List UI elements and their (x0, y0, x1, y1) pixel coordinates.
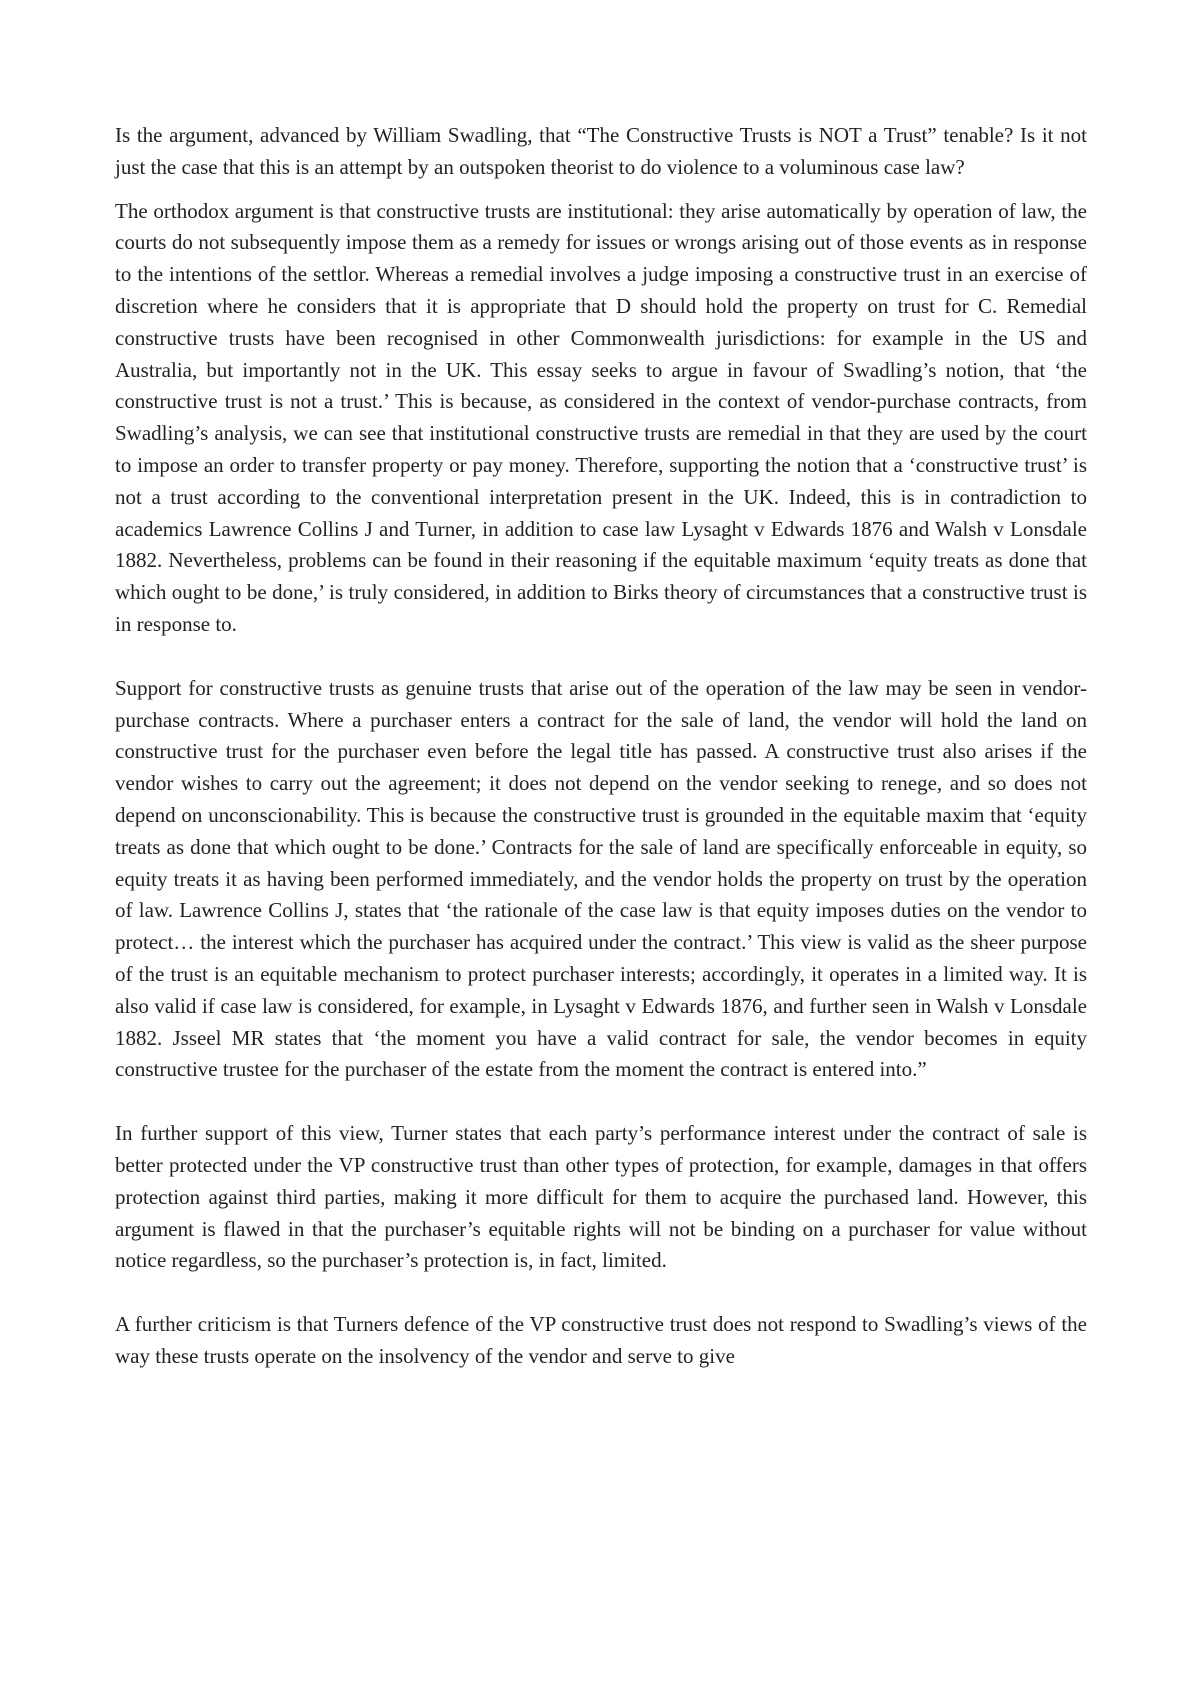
document-body (115, 120, 1087, 1373)
paragraph-vendor-purchase-support: Support for constructive trusts as genuine trusts that arise out of the operation of the law may be seen in vendor-purchase contracts. Where a purchaser enters a contract for the sale of land, the vendor will hold the land on constructive trust for the purchaser even before the legal title has passed. A constructive trust also arises if the vendor wishes to carry out the agreement; it does not depend on the vendor seeking to renege, and so does not depend on unconscionability. This is because the constructive trust is grounded in the equitable maxim that ‘equity treats as done that which ought to be done.’ Contracts for the sale of land are specifically enforceable in equity, so equity treats it as having been performed immediately, and the vendor holds the property on trust by the operation of law. Lawrence Collins J, states that ‘the rationale of the case law is that equity imposes duties on the vendor to protect… the interest which the purchaser has acquired under the contract.’ This view is valid as the sheer purpose of the trust is an equitable mechanism to protect purchaser interests; accordingly, it operates in a limited way. It is also valid if case law is considered, for example, in Lysaght v Edwards 1876, and further seen in Walsh v Lonsdale 1882. Jsseel MR states that ‘the moment you have a valid contract for sale, the vendor becomes in equity constructive trustee for the purchaser of the estate from the moment the contract is entered into.” (115, 675, 1087, 1082)
paragraph-orthodox-argument: The orthodox argument is that constructive trusts are institutional: they arise automatically by operation of law, the courts do not subsequently impose them as a remedy for issues or wrongs arising out of those events as in response to the intentions of the settlor. Whereas a remedial involves a judge imposing a constructive trust in an exercise of discretion where he considers that it is appropriate that D should hold the property on trust for C. Remedial constructive trusts have been recognised in other Commonwealth jurisdictions: for example in the US and Australia, but importantly not in the UK. This essay seeks to argue in favour of Swadling’s notion, that ‘the constructive trust is not a trust.’ This is because, as considered in the context of vendor-purchase contracts, from Swadling’s analysis, we can see that institutional constructive trusts are remedial in that they are used by the court to impose an order to transfer property or pay money. Therefore, supporting the notion that a ‘constructive trust’ is not a trust according to the conventional interpretation present in the UK. Indeed, this is in contradiction to academics Lawrence Collins J and Turner, in addition to case law Lysaght v Edwards 1876 and Walsh v Lonsdale 1882. Nevertheless, problems can be found in their reasoning if the equitable maximum ‘equity treats as done that which ought to be done,’ is truly considered, in addition to Birks theory of circumstances that a constructive trust is in response to. (115, 198, 1087, 636)
paragraph-turner-support: In further support of this view, Turner states that each party’s performance interest under the contract of sale is better protected under the VP constructive trust than other types of protection, for example, damages in that offers protection against third parties, making it more difficult for them to acquire the purchased land. However, this argument is flawed in that the purchaser’s equitable rights will not be binding on a purchaser for value without notice regardless, so the purchaser’s protection is, in fact, limited. (115, 1121, 1087, 1273)
paragraph-further-criticism: A further criticism is that Turners defence of the VP constructive trust does not respond to Swadling’s views of the way these trusts operate on the insolvency of the vendor and serve to give (115, 1312, 1087, 1368)
paragraph-question: Is the argument, advanced by William Swadling, that “The Constructive Trusts is NOT a Trust” tenable? Is it not just the case that this is an attempt by an outspoken theorist to do violence to a voluminous case law? (115, 123, 1087, 179)
